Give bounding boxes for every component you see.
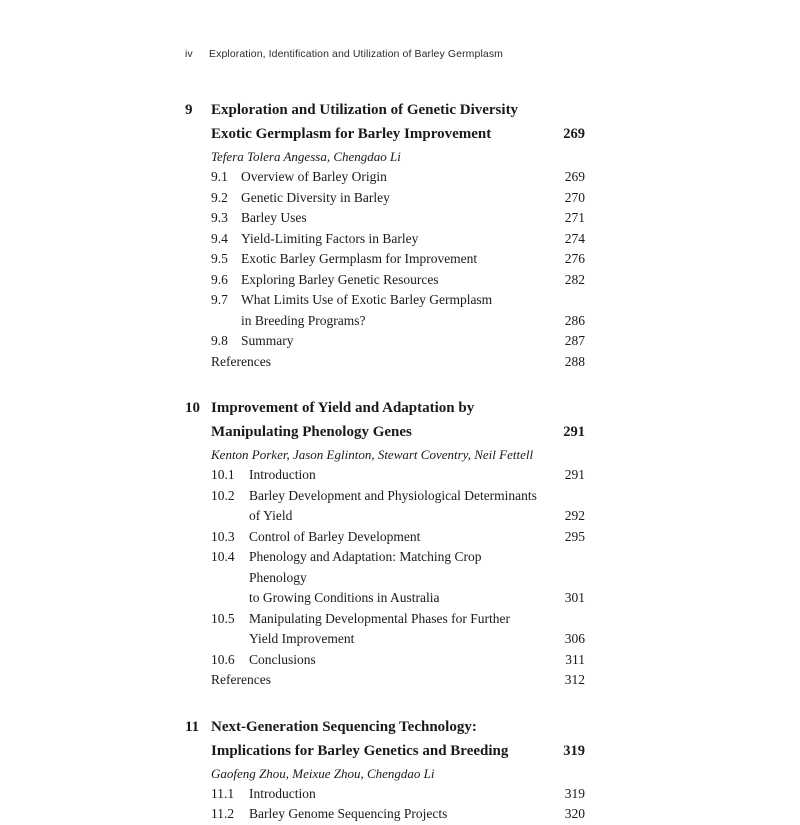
section-title: Manipulating Developmental Phases for Further bbox=[249, 610, 510, 626]
section-title: Exploring Barley Genetic Resources bbox=[241, 271, 439, 287]
section-number: 9.4 bbox=[211, 230, 228, 246]
section-entry[interactable] bbox=[185, 229, 585, 250]
section-page-number: 295 bbox=[564, 528, 585, 544]
chapter-number: 10 bbox=[185, 400, 200, 416]
section-entry[interactable] bbox=[185, 465, 585, 486]
running-header-title: Exploration, Identification and Utilization of Barley Germplasm bbox=[209, 48, 504, 60]
section-title: Yield-Limiting Factors in Barley bbox=[241, 230, 419, 246]
section-number: 10.3 bbox=[211, 528, 235, 544]
section-number: 9.2 bbox=[211, 189, 228, 205]
section-title: What Limits Use of Exotic Barley Germplasm bbox=[241, 292, 493, 307]
chapter-authors: Kenton Porker, Jason Eglinton, Stewart Coventry, Neil Fettell bbox=[211, 447, 534, 462]
chapter-page-number: 291 bbox=[563, 424, 585, 440]
section-entry-continuation[interactable] bbox=[185, 629, 585, 650]
section-entry[interactable] bbox=[185, 609, 585, 630]
section-title: Summary bbox=[241, 333, 294, 348]
section-title: Yield Improvement bbox=[249, 631, 355, 646]
section-title: Introduction bbox=[249, 785, 316, 801]
chapter-entry[interactable] bbox=[185, 396, 585, 691]
chapter-title-row bbox=[185, 122, 585, 146]
section-title: of Yield bbox=[249, 508, 293, 523]
section-entry[interactable] bbox=[185, 249, 585, 270]
chapter-page-number: 269 bbox=[563, 126, 585, 142]
section-number: 11.2 bbox=[211, 806, 235, 821]
section-number: 11.1 bbox=[211, 785, 235, 801]
references-label: References bbox=[211, 672, 271, 687]
section-title: Introduction bbox=[249, 467, 316, 482]
section-title: Barley Uses bbox=[241, 210, 307, 225]
section-page-number: 271 bbox=[564, 210, 585, 225]
chapter-title-line: Exotic Germplasm for Barley Improvement bbox=[211, 126, 492, 142]
section-title: Exotic Barley Germplasm for Improvement bbox=[241, 251, 478, 266]
chapter-authors: Tefera Tolera Angessa, Chengdao Li bbox=[211, 149, 401, 164]
section-title: Barley Development and Physiological Determinants bbox=[249, 487, 537, 503]
section-title: Barley Genome Sequencing Projects bbox=[249, 806, 448, 821]
section-title: to Growing Conditions in Australia bbox=[249, 590, 440, 605]
section-entry[interactable] bbox=[185, 208, 585, 229]
section-number: 9.6 bbox=[211, 271, 228, 287]
section-entry[interactable] bbox=[185, 486, 585, 507]
section-entry-continuation[interactable] bbox=[185, 311, 585, 332]
section-page-number: 319 bbox=[564, 785, 585, 801]
chapter-title-row bbox=[185, 715, 585, 739]
section-number: 9.7 bbox=[211, 292, 228, 307]
section-entry[interactable] bbox=[185, 804, 585, 825]
chapter-title-row bbox=[185, 98, 585, 122]
section-entry-continuation[interactable] bbox=[185, 506, 585, 527]
section-number: 9.5 bbox=[211, 251, 228, 266]
section-entry-continuation[interactable] bbox=[185, 588, 585, 609]
section-page-number: 320 bbox=[564, 806, 585, 821]
section-title: Phenology and Adaptation: Matching Crop Phenology bbox=[249, 549, 482, 585]
section-page-number: 270 bbox=[564, 189, 585, 205]
section-page-number: 269 bbox=[564, 169, 585, 184]
chapter-title-line: Implications for Barley Genetics and Breeding bbox=[211, 742, 509, 759]
section-title: Conclusions bbox=[249, 651, 316, 667]
chapter-title-row bbox=[185, 739, 585, 763]
references-entry[interactable] bbox=[185, 352, 585, 373]
section-page-number: 292 bbox=[564, 508, 585, 523]
chapter-title-line: Improvement of Yield and Adaptation by bbox=[211, 400, 475, 416]
section-page-number: 274 bbox=[564, 230, 585, 246]
section-number: 9.8 bbox=[211, 333, 228, 348]
chapter-title-row bbox=[185, 396, 585, 420]
section-number: 10.5 bbox=[211, 610, 235, 626]
references-label: References bbox=[211, 353, 271, 369]
chapter-title-line: Next-Generation Sequencing Technology: bbox=[211, 718, 477, 735]
section-entry[interactable] bbox=[185, 188, 585, 209]
section-page-number: 301 bbox=[564, 590, 585, 605]
section-entry[interactable] bbox=[185, 527, 585, 548]
section-title: Control of Barley Development bbox=[249, 528, 421, 544]
table-of-contents bbox=[185, 98, 585, 825]
section-entry[interactable] bbox=[185, 650, 585, 671]
section-page-number: 276 bbox=[564, 251, 585, 266]
section-entry[interactable] bbox=[185, 270, 585, 291]
section-number: 10.6 bbox=[211, 651, 235, 667]
section-entry[interactable] bbox=[185, 784, 585, 805]
chapter-entry[interactable] bbox=[185, 98, 585, 372]
section-page-number: 306 bbox=[564, 631, 585, 646]
section-entry[interactable] bbox=[185, 547, 585, 588]
references-page-number: 312 bbox=[564, 672, 585, 687]
section-number: 9.3 bbox=[211, 210, 228, 225]
section-number: 10.2 bbox=[211, 487, 235, 503]
section-number: 9.1 bbox=[211, 169, 228, 184]
section-page-number: 286 bbox=[564, 312, 585, 328]
section-page-number: 282 bbox=[564, 271, 585, 287]
section-page-number: 291 bbox=[564, 467, 585, 482]
chapter-number: 11 bbox=[185, 718, 200, 735]
chapter-entry[interactable] bbox=[185, 715, 585, 825]
chapter-title-line: Manipulating Phenology Genes bbox=[211, 424, 412, 440]
section-number: 10.4 bbox=[211, 549, 235, 564]
references-page-number: 288 bbox=[564, 353, 585, 369]
page-folio: iv bbox=[185, 48, 193, 60]
section-entry[interactable] bbox=[185, 331, 585, 352]
section-number: 10.1 bbox=[211, 467, 235, 482]
chapter-title-line: Exploration and Utilization of Genetic Diversity bbox=[211, 102, 519, 118]
section-entry[interactable] bbox=[185, 167, 585, 188]
section-title: in Breeding Programs? bbox=[241, 312, 366, 328]
chapter-page-number: 319 bbox=[563, 742, 585, 759]
section-page-number: 287 bbox=[564, 333, 585, 348]
chapter-number: 9 bbox=[185, 102, 193, 118]
section-entry[interactable] bbox=[185, 290, 585, 311]
section-title: Genetic Diversity in Barley bbox=[241, 189, 390, 205]
chapter-title-row bbox=[185, 420, 585, 444]
chapter-authors: Gaofeng Zhou, Meixue Zhou, Chengdao Li bbox=[211, 765, 435, 781]
running-header bbox=[185, 48, 503, 60]
section-title: Overview of Barley Origin bbox=[241, 169, 387, 184]
references-entry[interactable] bbox=[185, 670, 585, 691]
section-page-number: 311 bbox=[565, 651, 585, 667]
